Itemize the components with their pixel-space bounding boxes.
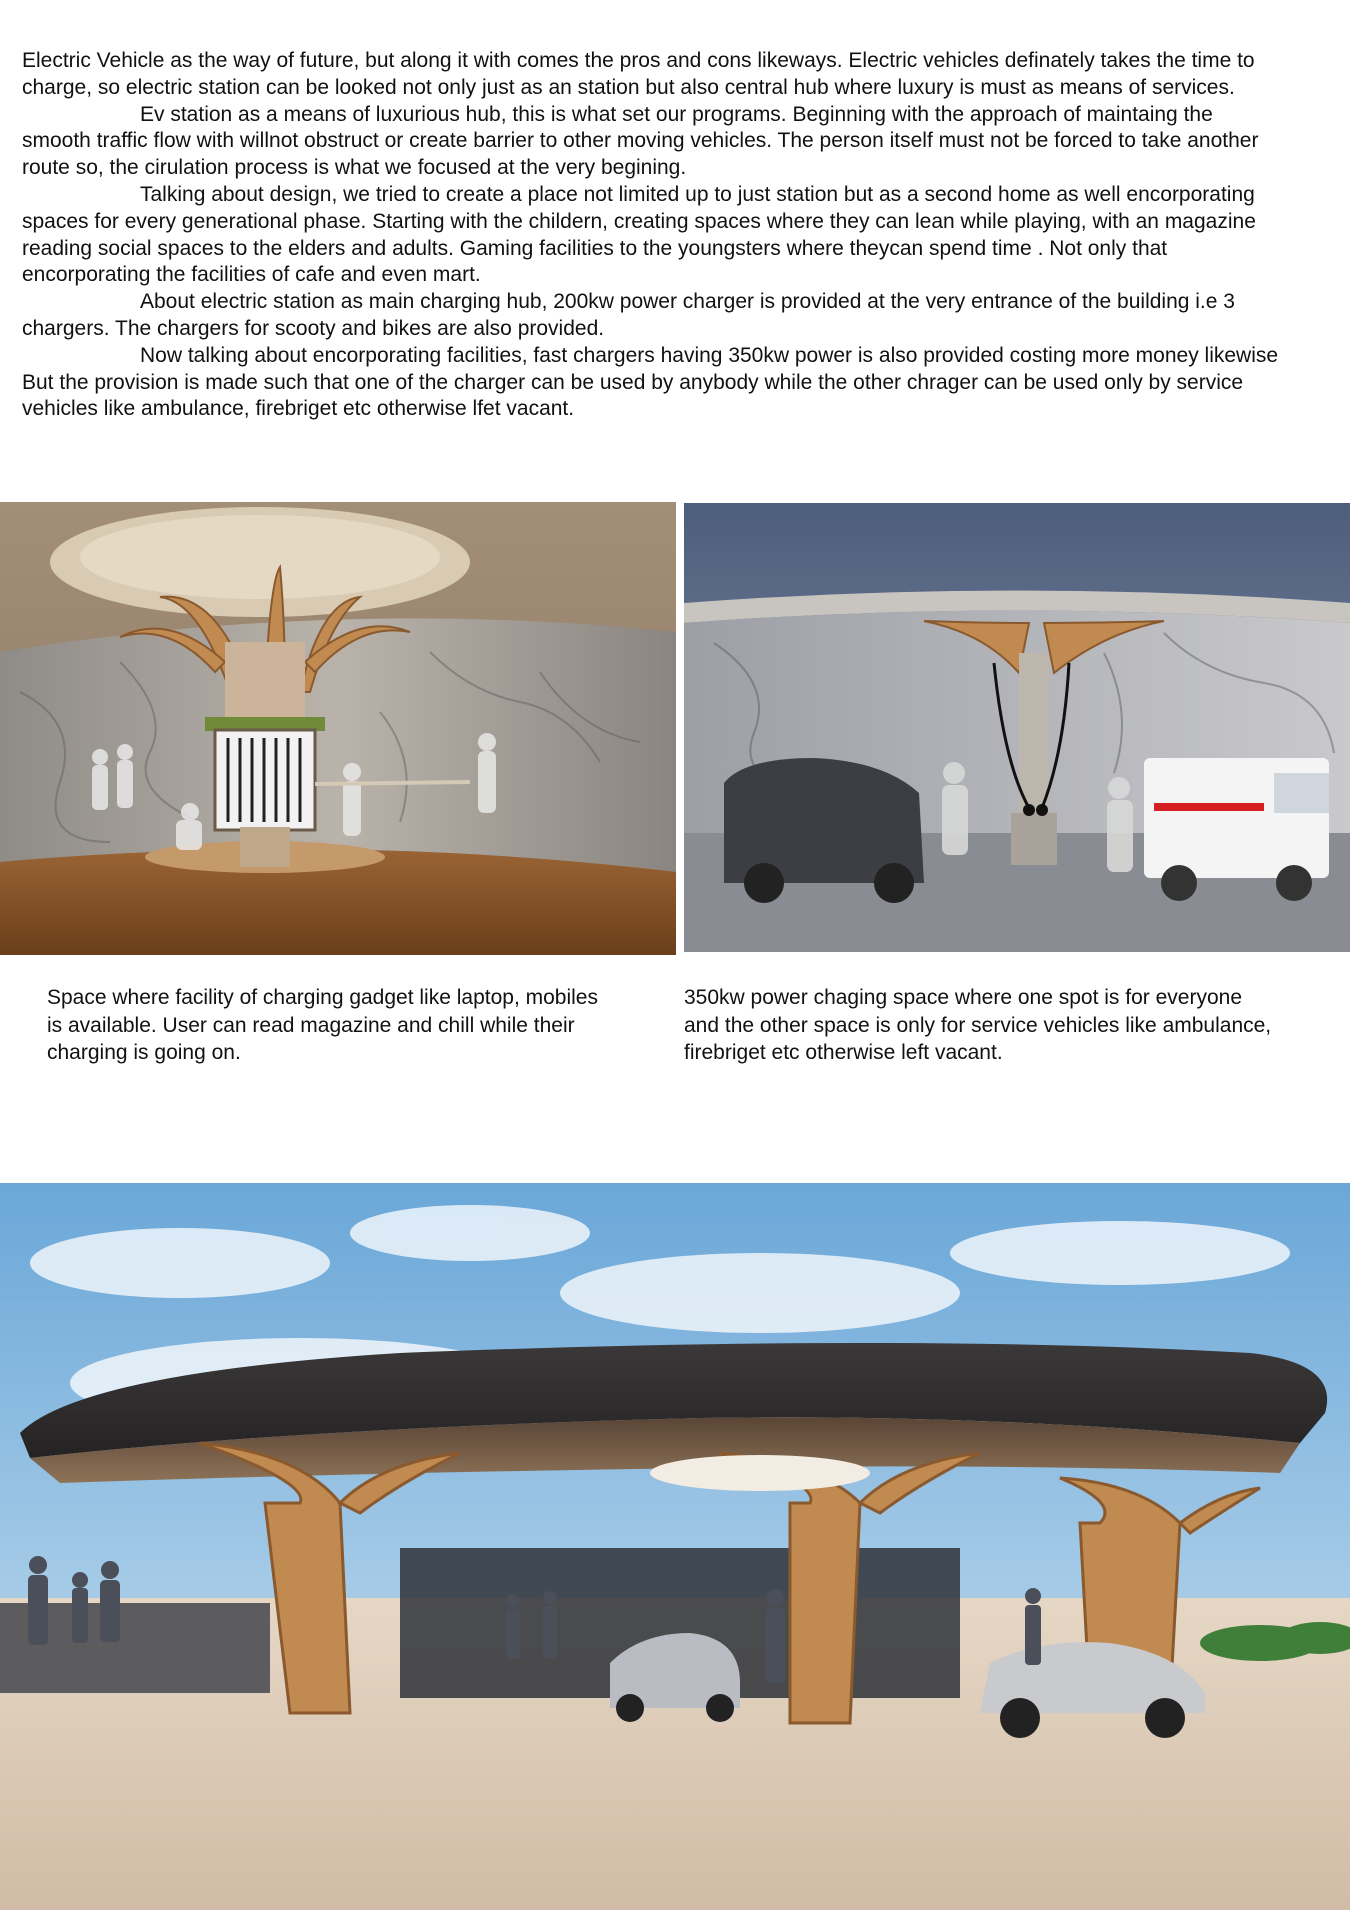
- intro-line: About electric station as main charging hub, 200kw power charger is provided at the very entrance of the building i.e 3: [140, 290, 1235, 314]
- canopy-exterior-illustration: [0, 1183, 1350, 1910]
- charging-caption: [684, 984, 1271, 1067]
- intro-line: reading social spaces to the elders and adults. Gaming facilities to the youngsters where theycan spend time . Not only that: [22, 236, 1168, 260]
- caption-line: Space where facility of charging gadget like laptop, mobiles: [47, 986, 598, 1009]
- intro-line: smooth traffic flow with willnot obstruct or create barrier to other moving vehicles. The person itself must not be forced to take another: [22, 129, 1259, 153]
- intro-line: encorporating the facilities of cafe and even mart.: [22, 263, 481, 287]
- intro-text: [22, 48, 1350, 423]
- intro-line: route so, the cirulation process is what we focused at the very begining.: [22, 156, 687, 180]
- intro-line: Electric Vehicle as the way of future, but along it with comes the pros and cons likeways. Electric vehicles definately takes the time to: [22, 49, 1255, 72]
- lounge-render: [0, 502, 676, 955]
- intro-line: vehicles like ambulance, firebriget etc otherwise lfet vacant.: [22, 397, 575, 421]
- charging-bay-illustration: [684, 503, 1350, 952]
- caption-line: 350kw power chaging space where one spot is for everyone: [684, 986, 1242, 1009]
- lounge-render-illustration: [0, 502, 676, 955]
- caption-line: charging is going on.: [47, 1041, 241, 1064]
- charging-bay-render: [684, 503, 1350, 952]
- canopy-exterior-render: [0, 1183, 1350, 1910]
- lounge-caption: [47, 984, 598, 1067]
- caption-line: is available. User can read magazine and chill while their: [47, 1013, 575, 1037]
- intro-line: But the provision is made such that one of the charger can be used by anybody while the other chrager can be used only by service: [22, 370, 1244, 394]
- caption-line: firebriget etc otherwise left vacant.: [684, 1041, 1003, 1064]
- intro-line: Talking about design, we tried to create a place not limited up to just station but as a second home as well encorporating: [140, 182, 1255, 206]
- intro-line: charge, so electric station can be looked not only just as an station but also central hub where luxury is must as means of services.: [22, 75, 1235, 99]
- caption-line: and the other space is only for service vehicles like ambulance,: [684, 1013, 1272, 1037]
- intro-line: spaces for every generational phase. Starting with the childern, creating spaces where they can lean while playing, with an magazine: [22, 209, 1256, 233]
- intro-line: Now talking about encorporating facilities, fast chargers having 350kw power is also provided costing more money likewise: [140, 343, 1279, 367]
- intro-line: Ev station as a means of luxurious hub, this is what set our programs. Beginning with the approach of maintaing the: [140, 102, 1213, 126]
- intro-line: chargers. The chargers for scooty and bikes are also provided.: [22, 316, 605, 340]
